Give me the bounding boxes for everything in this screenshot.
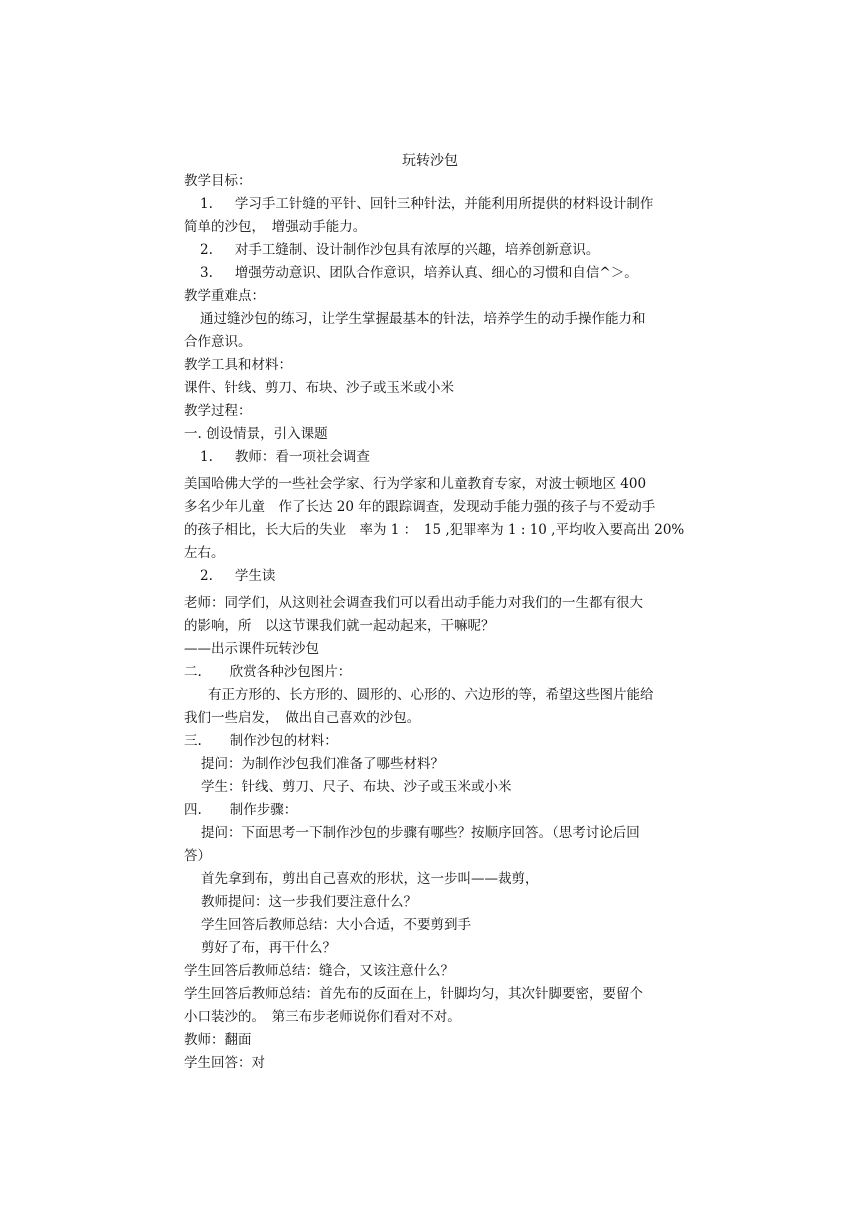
- question-line-cont: 答）: [184, 848, 211, 864]
- goal-text: 增强劳动意识、团队合作意识，培养认真、细心的习惯和自信^＞。: [234, 265, 638, 281]
- summary-line: 学生回答后教师总结：首先布的反面在上，针脚均匀，其次针脚要密，要留个: [184, 986, 643, 1002]
- step-text: 教师：看一项社会调查: [234, 449, 370, 465]
- teacher-paragraph-line: 的影响，所 以这节课我们就一起动起来，干嘛呢？: [184, 618, 495, 634]
- document-title: 玩转沙包: [402, 153, 458, 169]
- step-number: 2.: [200, 568, 213, 584]
- section-number: 二.: [184, 664, 202, 680]
- teacher-line: 教师：翻面: [184, 1032, 252, 1048]
- survey-paragraph-line: 美国哈佛大学的一些社会学家、行为学家和儿童教育专家，对波士顿地区 400: [184, 476, 647, 492]
- summary-line: 学生回答后教师总结：大小合适，不要剪到手: [201, 917, 471, 933]
- heading-teaching-goals: 教学目标：: [184, 173, 252, 189]
- survey-paragraph-line: 多名少年儿童 作了长达 20 年的跟踪调查，发现动手能力强的孩子与不爱动手: [184, 499, 656, 515]
- document-body: [184, 170, 684, 1075]
- key-points-text: 通过缝沙包的练习，让学生掌握最基本的针法，培养学生的动手操作能力和: [200, 311, 646, 327]
- next-step-line: 剪好了布，再干什么？: [201, 940, 336, 956]
- goal-text: 对手工缝制、设计制作沙包具有浓厚的兴趣，培养创新意识。: [234, 242, 600, 258]
- goal-item-3: [184, 262, 684, 285]
- goal-number: 3.: [200, 265, 213, 281]
- question-line: 提问：下面思考一下制作沙包的步骤有哪些？按顺序回答。（思考讨论后回: [201, 825, 640, 841]
- shapes-paragraph-line: 我们一些启发， 做出自己喜欢的沙包。: [184, 710, 421, 726]
- survey-paragraph-line: 左右。: [184, 545, 225, 561]
- student-answer-line: 学生：针线、剪刀、尺子、布块、沙子或玉米或小米: [201, 779, 512, 795]
- section-title: 欣赏各种沙包图片：: [229, 664, 352, 680]
- section-4-heading: [184, 799, 684, 822]
- step-item-1: [184, 446, 684, 469]
- student-answer-line: 学生回答：对: [184, 1055, 265, 1071]
- survey-paragraph-line: 的孩子相比，长大后的失业 率为 1 ： 15 ,犯罪率为 1 : 10 ,平均收入要高出 20%: [184, 522, 685, 538]
- step-text: 学生读: [234, 568, 276, 584]
- goal-item-1-cont: 简单的沙包， 增强动手能力。: [184, 219, 367, 235]
- tools-materials-text: 课件、针线、剪刀、布块、沙子或玉米或小米: [184, 380, 454, 396]
- summary-line: 学生回答后教师总结：缝合，又该注意什么？: [184, 963, 454, 979]
- section-2-heading: [184, 661, 684, 684]
- heading-tools-materials: 教学工具和材料：: [184, 357, 292, 373]
- heading-teaching-process: 教学过程：: [184, 403, 252, 419]
- summary-line-cont: 小口装沙的。 第三布步老师说你们看对不对。: [184, 1009, 461, 1025]
- shapes-paragraph-line: 有正方形的、长方形的、圆形的、心形的、六边形的等，希望这些图片能给: [208, 687, 654, 703]
- show-courseware-line: ——出示课件玩转沙包: [184, 641, 319, 657]
- goal-number: 1.: [200, 196, 213, 212]
- section-number: 四.: [184, 802, 202, 818]
- goal-text: 学习手工针缝的平针、回针三种针法，并能利用所提供的材料设计制作: [234, 196, 654, 212]
- section-title: 制作步骤：: [229, 802, 298, 818]
- teacher-question-line: 教师提问：这一步我们要注意什么？: [201, 894, 417, 910]
- section-number: 三.: [184, 733, 202, 749]
- goal-item-1: [184, 193, 684, 216]
- goal-item-2: [184, 239, 684, 262]
- step-description-line: 首先拿到布，剪出自己喜欢的形状，这一步叫——裁剪，: [201, 871, 539, 887]
- question-line: 提问：为制作沙包我们准备了哪些材料？: [201, 756, 444, 772]
- section-title: 制作沙包的材料：: [229, 733, 338, 749]
- teacher-paragraph-line: 老师：同学们，从这则社会调查我们可以看出动手能力对我们的一生都有很大: [184, 595, 643, 611]
- heading-key-points: 教学重难点：: [184, 288, 265, 304]
- section-1-heading: 一. 创设情景，引入课题: [184, 426, 328, 442]
- section-3-heading: [184, 730, 684, 753]
- key-points-text-cont: 合作意识。: [184, 334, 252, 350]
- step-number: 1.: [200, 449, 213, 465]
- step-item-2: [184, 565, 684, 588]
- goal-number: 2.: [200, 242, 213, 258]
